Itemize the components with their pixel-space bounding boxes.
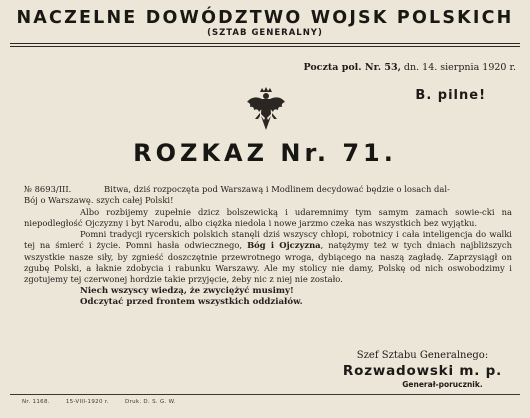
order-paragraph-3-part-1: Pomni tradycji rycerskich polskich stanęli dziś wszyscy chłopi, robotnicy i cała inteligencja do walki tej na śmierć i życie. Pomni hasła odwiecznego,	[24, 229, 512, 251]
order-paragraph-3	[24, 229, 512, 285]
postmark-label: Poczta pol. Nr. 53,	[303, 62, 401, 73]
order-body	[24, 184, 512, 309]
order-paragraph-1-rest: szych całej Polski!	[96, 195, 174, 206]
order-addressee-line	[24, 195, 512, 206]
postmark-date: dn. 14. sierpnia 1920 r.	[403, 62, 516, 73]
print-date: 15-VIII-1920 r.	[65, 399, 109, 405]
signatory-rank: Generał-porucznik.	[402, 380, 483, 389]
postmark	[303, 62, 516, 73]
order-paragraph-3-part-2: , natężymy też w tych dniach najbliższych wszystkie nasze siły, by zgnieść doszczętnie przewrotnego wroga, dybiącego na naszą zagładę. Zaprzysiągł on zgubę Polski, a łaknie zdobycia i rabunku Warszawy. Ale my stolicy nie damy, Polskę od nich oswobodzimy i zgotujemy tej czerwonej hordzie takie przyjęcie, żeby nic z niej nie zostało.	[24, 240, 512, 285]
signatory-role: Szef Sztabu Generalnego:	[356, 350, 489, 361]
footer-divider	[10, 394, 520, 395]
headquarters-title: NACZELNE DOWÓDZTWO WOJSK POLSKICH	[16, 8, 514, 28]
motto-bold: Bóg i Ojczyzna	[247, 240, 321, 251]
signatory-name: Rozwadowski m. p.	[342, 363, 503, 379]
urgency-marker: B. pilne!	[415, 88, 486, 103]
polish-eagle-emblem	[245, 86, 287, 134]
header-divider	[10, 43, 520, 47]
print-house: Druk. D. S. G. W.	[124, 399, 176, 405]
headquarters-subtitle: (SZTAB GENERALNY)	[207, 28, 323, 38]
closing-line-1: Niech wszyscy wiedzą, że zwyciężyć musimy!	[80, 285, 294, 296]
closing-line-2: Odczytać przed frontem wszystkich oddziałów.	[80, 297, 303, 308]
order-paragraph-2: Albo rozbijemy zupełnie dzicz bolszewicką i udaremnimy tym samym zamach sowie-cki na niepodległość Ojczyzny i byt Narodu, albo ciężka niedola i nowe jarzmo czeka nas wszystkich bez wyjątku.	[24, 206, 512, 228]
signature-block	[335, 349, 510, 390]
order-paragraph-1	[24, 184, 512, 195]
order-reference: № 8693/III.	[24, 184, 72, 194]
document-header	[12, 0, 518, 40]
order-title: ROZKAZ Nr. 71.	[133, 139, 397, 167]
order-addressee: Bój o Warszawę.	[24, 195, 94, 206]
order-paragraph-1-lead: Bitwa, dziś rozpoczęta pod Warszawą i Modlinem decydować będzie o losach dal-	[104, 184, 450, 194]
print-number: Nr. 1168.	[22, 399, 50, 405]
print-info	[22, 399, 176, 405]
